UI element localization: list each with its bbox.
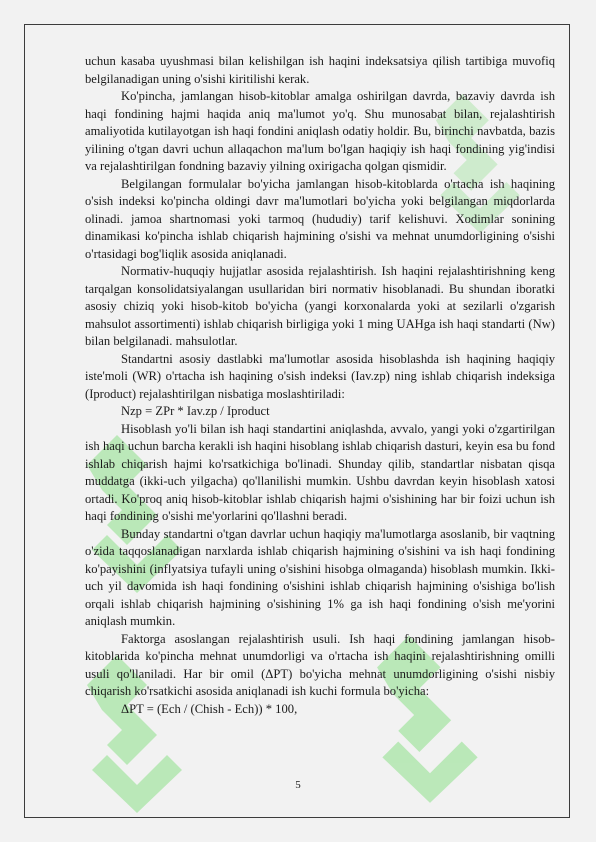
paragraph: Belgilangan formulalar bo'yicha jamlangan hisob-kitoblarda o'rtacha ish haqining o'sish indeksi ko'pincha oldingi davr ma'lumotlari bo'yicha yoki belgilangan miqdorlarda olinadi. jamoa shartnomasi yoki tarmoq (hududiy) tarif kelishuvi. Xodimlar sonining dinamikasi ko'pincha ishlab chiqarish hajmining o'sishi va mehnat unumdorligining o'sishi o'rtasidagi bog'liqlik asosida aniqlanadi. bbox=[85, 176, 555, 261]
page-number: 5 bbox=[295, 779, 301, 791]
paragraph: Standartni asosiy dastlabki ma'lumotlar asosida hisoblashda ish haqining haqiqiy iste'moli (WR) o'rtacha ish haqining o'sish indeksi (Iav.zp) ning ishlab chiqarish indeksiga (Iproduct) rejalashtirilgan nisbatiga moslashtiriladi: bbox=[85, 351, 555, 401]
paragraph: Ko'pincha, jamlangan hisob-kitoblar amalga oshirilgan davrda, bazaviy davrda ish haqi fondining hajmi haqida aniq ma'lumot yo'q. Shu munosabat bilan, rejalashtirish amaliyotida kutilayotgan ish haqi fondini aniqlash odatiy holdir. Bu, birinchi navbatda, bazis yilining o'tgan davri uchun allaqachon ma'lum bo'lgan haqiqiy ish haqi fondining yig'indisi va rejalashtirilgan fondning bazaviy yilning oxirigacha qolgan qismidir. bbox=[85, 89, 555, 173]
formula-delta-pt: ΔPT = (Ech / (Chish - Ech)) * 100, bbox=[121, 701, 298, 716]
formula-nzp: Nzp = ZPr * Iav.zp / Iproduct bbox=[121, 404, 270, 418]
paragraph: Bunday standartni o'tgan davrlar uchun haqiqiy ma'lumotlarga asoslanib, bir vaqtning o'zida taqqoslanadigan narxlarda ishlab chiqarish hajmining o'sishini va ish haqi fondining ko'payishini (inflyatsiya tufayli uning o'sishini hisobga olmaganda) hisoblash mumkin. Ikki-uch yil davomida ish haqi fondining o'sishini ishlab chiqarish hajmining o'sishiga bo'lish orqali ishlab chiqarish hajmining o'sishining 1% ga ish haqi fondining o'sish me'yorini aniqlash mumkin. bbox=[85, 526, 555, 628]
paragraph: Faktorga asoslangan rejalashtirish usuli. Ish haqi fondining jamlangan hisob-kitoblarida ko'pincha mehnat unumdorligi va o'rtacha ish haqini rejalashtirishning omilli usuli qo'llaniladi. Har bir omil (ΔPT) bo'yicha mehnat unumdorligining o'sishi nisbiy chiqarish ko'rsatkichi asosida aniqlanadi ish kuchi formula bo'yicha: bbox=[85, 631, 555, 698]
paragraph: Hisoblash yo'li bilan ish haqi standartini aniqlashda, avvalo, yangi yoki o'zgartirilgan ish haqi uchun barcha kerakli ish haqini hisoblang ishlab chiqarish dasturi, keyin esa bu fond ishlab chiqarish hajmi ko'rsatkichiga bo'linadi. Shunday qilib, standartlar nisbatan qisqa muddatga (ikki-uch yilgacha) qo'llanilishi mumkin. Ushbu davrdan keyin hisoblash xatosi ortadi. Ko'proq aniq hisob-kitoblar ishlab chiqarish hajmi o'sishining har bir foizi uchun ish haqi fondining o'sishi me'yorlarini qo'llashni beradi. bbox=[85, 421, 555, 523]
body-text bbox=[85, 53, 555, 718]
paragraph: Normativ-huquqiy hujjatlar asosida rejalashtirish. Ish haqini rejalashtirishning keng tarqalgan konsolidatsiyalangan usullaridan biri normativ hisoblanadi. Bu shundan iboratki asosiy chiziq yoki hisob-kitob bo'yicha (yangi korxonalarda yoki at sezilarli o'zgarish mahsulot assortimenti) ishlab chiqarish birligiga yoki 1 ming UAHga ish haqi standarti (Nw) bilan belgilanadi. mahsulotlar. bbox=[85, 264, 555, 348]
paragraph-continuation: uchun kasaba uyushmasi bilan kelishilgan ish haqini indeksatsiya qilish tartibiga muvofiq belgilanadigan uning o'sishi kiritilishi kerak. bbox=[85, 54, 555, 86]
document-page bbox=[24, 24, 570, 818]
